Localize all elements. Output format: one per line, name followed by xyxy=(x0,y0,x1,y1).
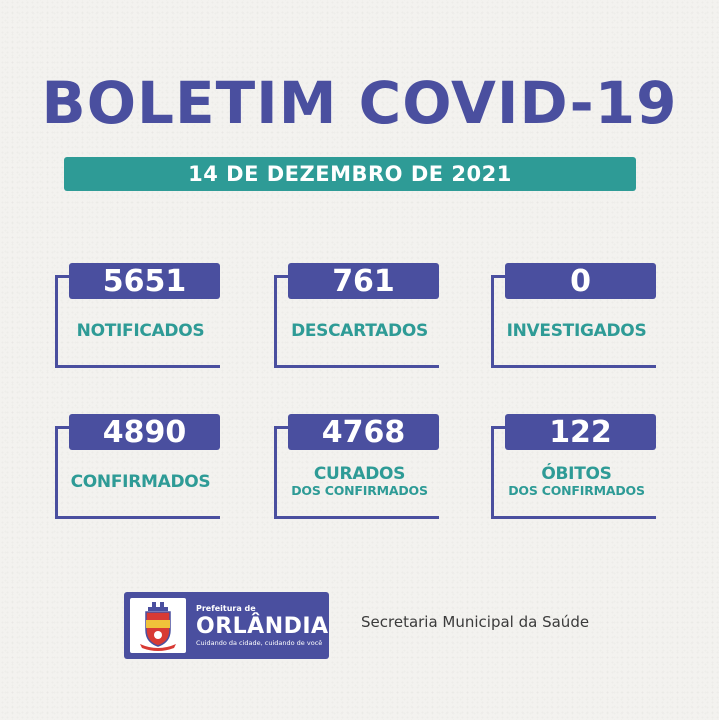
stat-card-descartados xyxy=(274,263,439,368)
stat-value: 4768 xyxy=(288,414,439,450)
stat-sublabel: DOS CONFIRMADOS xyxy=(291,482,428,498)
orlandia-logo xyxy=(124,592,329,659)
department-name: Secretaria Municipal da Saúde xyxy=(361,613,590,631)
page-title: BOLETIM COVID-19 xyxy=(41,69,678,137)
stat-card-curados xyxy=(274,414,439,519)
stat-card-obitos xyxy=(491,414,656,519)
stat-label: NOTIFICADOS xyxy=(76,321,205,341)
stat-label-group xyxy=(497,466,656,497)
logo-slogan: Cuidando da cidade, cuidando de você xyxy=(196,639,323,647)
stat-value: 4890 xyxy=(69,414,220,450)
stat-value: 761 xyxy=(288,263,439,299)
stat-card-confirmados xyxy=(55,414,220,519)
stat-value: 5651 xyxy=(69,263,220,299)
stat-label: ÓBITOS xyxy=(541,464,612,484)
stat-sublabel: DOS CONFIRMADOS xyxy=(508,482,645,498)
stat-label: INVESTIGADOS xyxy=(506,321,647,341)
stat-label: DESCARTADOS xyxy=(291,321,428,341)
stat-value: 0 xyxy=(505,263,656,299)
stat-value: 122 xyxy=(505,414,656,450)
logo-prefix: Prefeitura de xyxy=(196,604,256,613)
stat-card-notificados xyxy=(55,263,220,368)
coat-of-arms-icon xyxy=(130,598,186,653)
date-banner: 14 DE DEZEMBRO DE 2021 xyxy=(64,157,636,191)
logo-city-name: ORLÂNDIA xyxy=(196,614,329,639)
stat-card-investigados xyxy=(491,263,656,368)
stat-label: CURADOS xyxy=(313,464,406,484)
stat-label-group xyxy=(280,466,439,497)
stat-label: CONFIRMADOS xyxy=(70,472,211,492)
